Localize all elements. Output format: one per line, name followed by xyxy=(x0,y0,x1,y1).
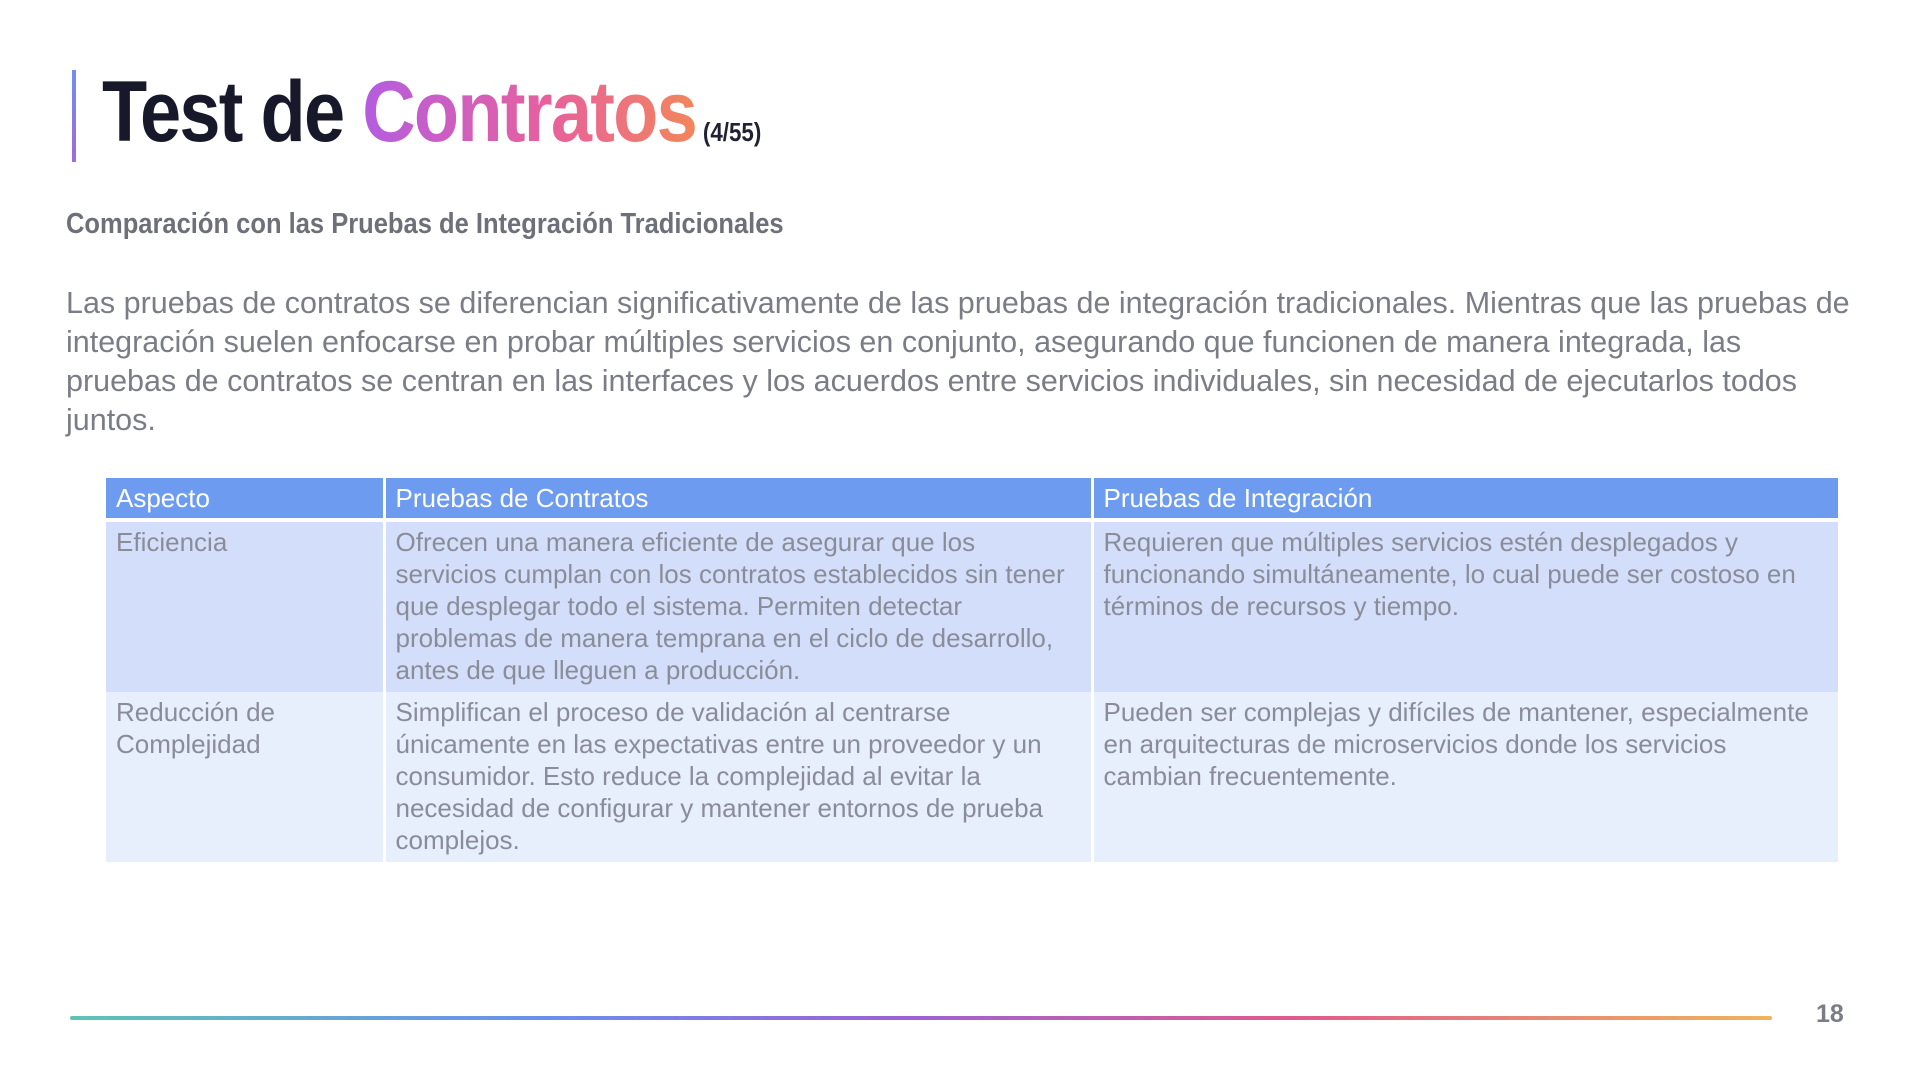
title-prefix: Test de xyxy=(102,64,363,160)
intro-paragraph: Las pruebas de contratos se diferencian significativamente de las pruebas de integración tradicionales. Mientras que las pruebas de integración suelen enfocarse en probar múltiples servicios en conjunto, asegurando que funcionen de manera integrada, las pruebas de contratos se centran en las interfaces y los acuerdos entre servicios individuales, sin necesidad de ejecutarlos todos juntos. xyxy=(66,286,1850,437)
cell-aspect: Eficiencia xyxy=(106,520,384,692)
cell-contracts: Ofrecen una manera eficiente de asegurar que los servicios cumplan con los contratos establecidos sin tener que desplegar todo el sistema. Permiten detectar problemas de manera temprana en el ciclo de desarrollo, antes de que lleguen a producción. xyxy=(384,520,1092,692)
title-highlight: Contratos xyxy=(362,64,697,160)
cell-aspect: Reducción de Complejidad xyxy=(106,692,384,862)
header-aspecto: Aspecto xyxy=(106,478,384,520)
table-row xyxy=(106,520,1838,692)
cell-integration: Requieren que múltiples servicios estén desplegados y funcionando simultáneamente, lo cual puede ser costoso en términos de recursos y tiempo. xyxy=(1092,520,1838,692)
page-title xyxy=(102,62,761,182)
section-subtitle: Comparación con las Pruebas de Integración Tradicionales xyxy=(66,208,784,240)
cell-integration: Pueden ser complejas y difíciles de mantener, especialmente en arquitecturas de microservicios donde los servicios cambian frecuentemente. xyxy=(1092,692,1838,862)
slide-counter: (4/55) xyxy=(702,117,762,147)
footer-gradient-line xyxy=(70,1016,1772,1020)
comparison-table xyxy=(106,478,1838,862)
table-header-row xyxy=(106,478,1838,520)
header-pruebas-contratos: Pruebas de Contratos xyxy=(384,478,1092,520)
page-number: 18 xyxy=(1816,1000,1844,1028)
header-pruebas-integracion: Pruebas de Integración xyxy=(1092,478,1838,520)
title-accent-bar xyxy=(72,70,76,162)
table-row xyxy=(106,692,1838,862)
cell-contracts: Simplifican el proceso de validación al centrarse únicamente en las expectativas entre un proveedor y un consumidor. Esto reduce la complejidad al evitar la necesidad de configurar y mantener entornos de prueba complejos. xyxy=(384,692,1092,862)
